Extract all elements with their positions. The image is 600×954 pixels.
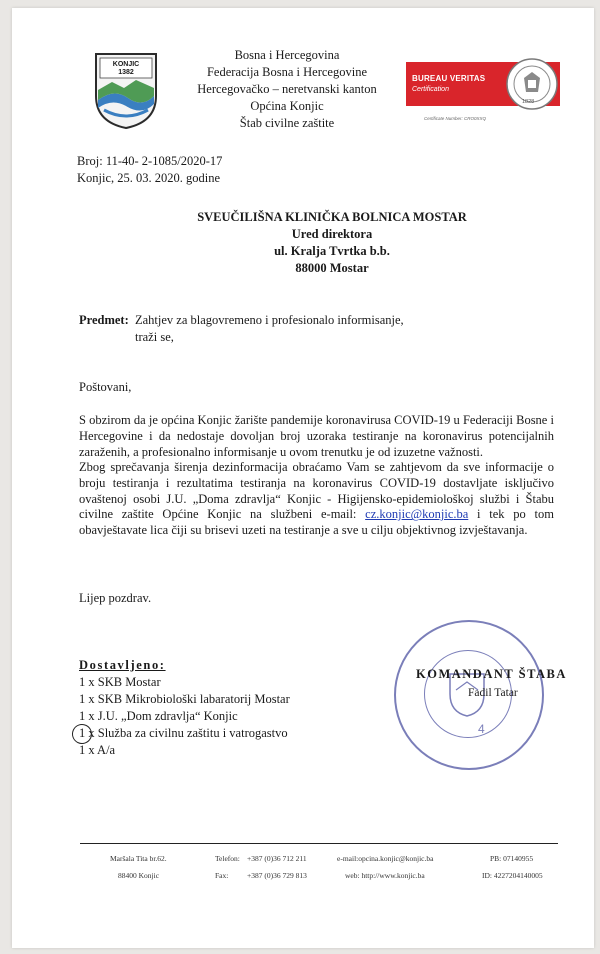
footer-address-city: 88400 Konjic <box>118 871 160 880</box>
paragraph-1: S obzirom da je općina Konjic žarište pandemije koronavirusa COVID-19 u Federaciji Bosne i Hercegovine i da nedostaje dovoljan broj uzoraka testiranje na koronavirus potencijalnih zaraženih, a profesionalno informisanje u ovom trenutku je od izuzetne važnosti. <box>79 413 554 459</box>
recipient-city: 88000 Mostar <box>295 261 369 275</box>
subject-label: Predmet: <box>79 313 129 327</box>
distribution-item: 1 x A/a <box>79 743 116 757</box>
footer-divider <box>80 843 558 844</box>
contact-email-link[interactable]: cz.konjic@konjic.ba <box>365 507 469 522</box>
footer-pb: PB: 07140955 <box>490 854 534 863</box>
distribution-item: 1 x SKB Mostar <box>79 675 161 689</box>
signature-title: KOMANDANT ŠTABA <box>416 667 567 681</box>
stamp-number: 4 <box>478 722 485 736</box>
letterhead-canton: Hercegovačko – neretvanski kanton <box>197 82 377 96</box>
paragraph-2-text: Zbog sprečavanja širenja dezinformacija obraćamo Vam se zahtjevom da sve informacije o broju testiranja i rezultatima testiranja na koronavirus COVID-19 dostavljate isključivo ovaštenoj osobi J.U. „Doma zdravlja“ Konjic - Higijensko-epidemiološkoj službi i Štabu civilne zaštite Općine Konjic na službeni e-mail: <box>79 460 554 522</box>
bureau-veritas-year: 1828 <box>522 99 535 105</box>
footer-phone: +387 (0)36 712 211 <box>247 854 307 863</box>
letterhead-staff: Štab civilne zaštite <box>239 116 335 130</box>
bureau-veritas-brand: BUREAU VERITAS <box>412 74 486 83</box>
coat-of-arms-town: KONJIC <box>112 61 140 68</box>
stamp-emblem-icon <box>394 620 540 766</box>
signatory-name: Fadil Tatar <box>468 687 518 699</box>
paragraph-2-text-end: i tek po tom obavještavate lica čiji su brisevi uzeti na testiranje a sve u cilju objektivnog izvještavanja. <box>79 507 554 538</box>
bureau-veritas-seal <box>504 56 560 112</box>
paragraph-2 <box>79 460 554 539</box>
distribution-item: 1 x J.U. „Dom zdravlja“ Konjic <box>79 709 238 723</box>
footer-web: web: http://www.konjic.ba <box>345 871 425 880</box>
footer-fax: +387 (0)36 729 813 <box>247 871 307 880</box>
footer-id: ID: 4227204140005 <box>482 871 543 880</box>
reference-number: Broj: 11-40- 2-1085/2020-17 <box>77 154 223 168</box>
footer-fax-label: Fax: <box>215 871 229 880</box>
recipient-office: Ured direktora <box>291 227 373 241</box>
coat-of-arms-year: 1382 <box>118 69 134 76</box>
bureau-veritas-sub: Certification <box>412 86 449 93</box>
bureau-veritas-badge <box>406 62 504 106</box>
distribution-item: 1 x Služba za civilnu zaštitu i vatrogastvo <box>79 726 288 740</box>
certification-logo <box>406 56 576 126</box>
subject-line-1: Zahtjev za blagovremeno i profesionalo informisanje, <box>135 313 404 327</box>
document-page <box>12 8 594 948</box>
greeting: Poštovani, <box>79 380 132 394</box>
distribution-title: Dostavljeno: <box>79 658 166 672</box>
footer-phone-label: Telefon: <box>215 854 240 863</box>
distribution-item: 1 x SKB Mikrobiološki labaratorij Mostar <box>79 692 290 706</box>
letterhead-block <box>182 48 392 133</box>
konjic-coat-of-arms <box>94 52 158 130</box>
letterhead-municipality: Općina Konjic <box>250 99 324 113</box>
subject-line-2: traži se, <box>135 330 174 344</box>
footer-address-street: Maršala Tita br.62. <box>110 854 167 863</box>
recipient-institution: SVEUČILIŠNA KLINIČKA BOLNICA MOSTAR <box>197 210 467 224</box>
certificate-number: Certificate Number: CRO0XXQ <box>424 116 487 121</box>
letterhead-federation: Federacija Bosna i Hercegovine <box>206 65 367 79</box>
reference-date: Konjic, 25. 03. 2020. godine <box>77 171 221 185</box>
letterhead-country: Bosna i Hercegovina <box>234 48 340 62</box>
closing: Lijep pozdrav. <box>79 591 152 605</box>
recipient-street: ul. Kralja Tvrtka b.b. <box>274 244 390 258</box>
recipient-block <box>172 210 492 280</box>
footer-email: e-mail:opcina.konjic@konjic.ba <box>337 854 434 863</box>
